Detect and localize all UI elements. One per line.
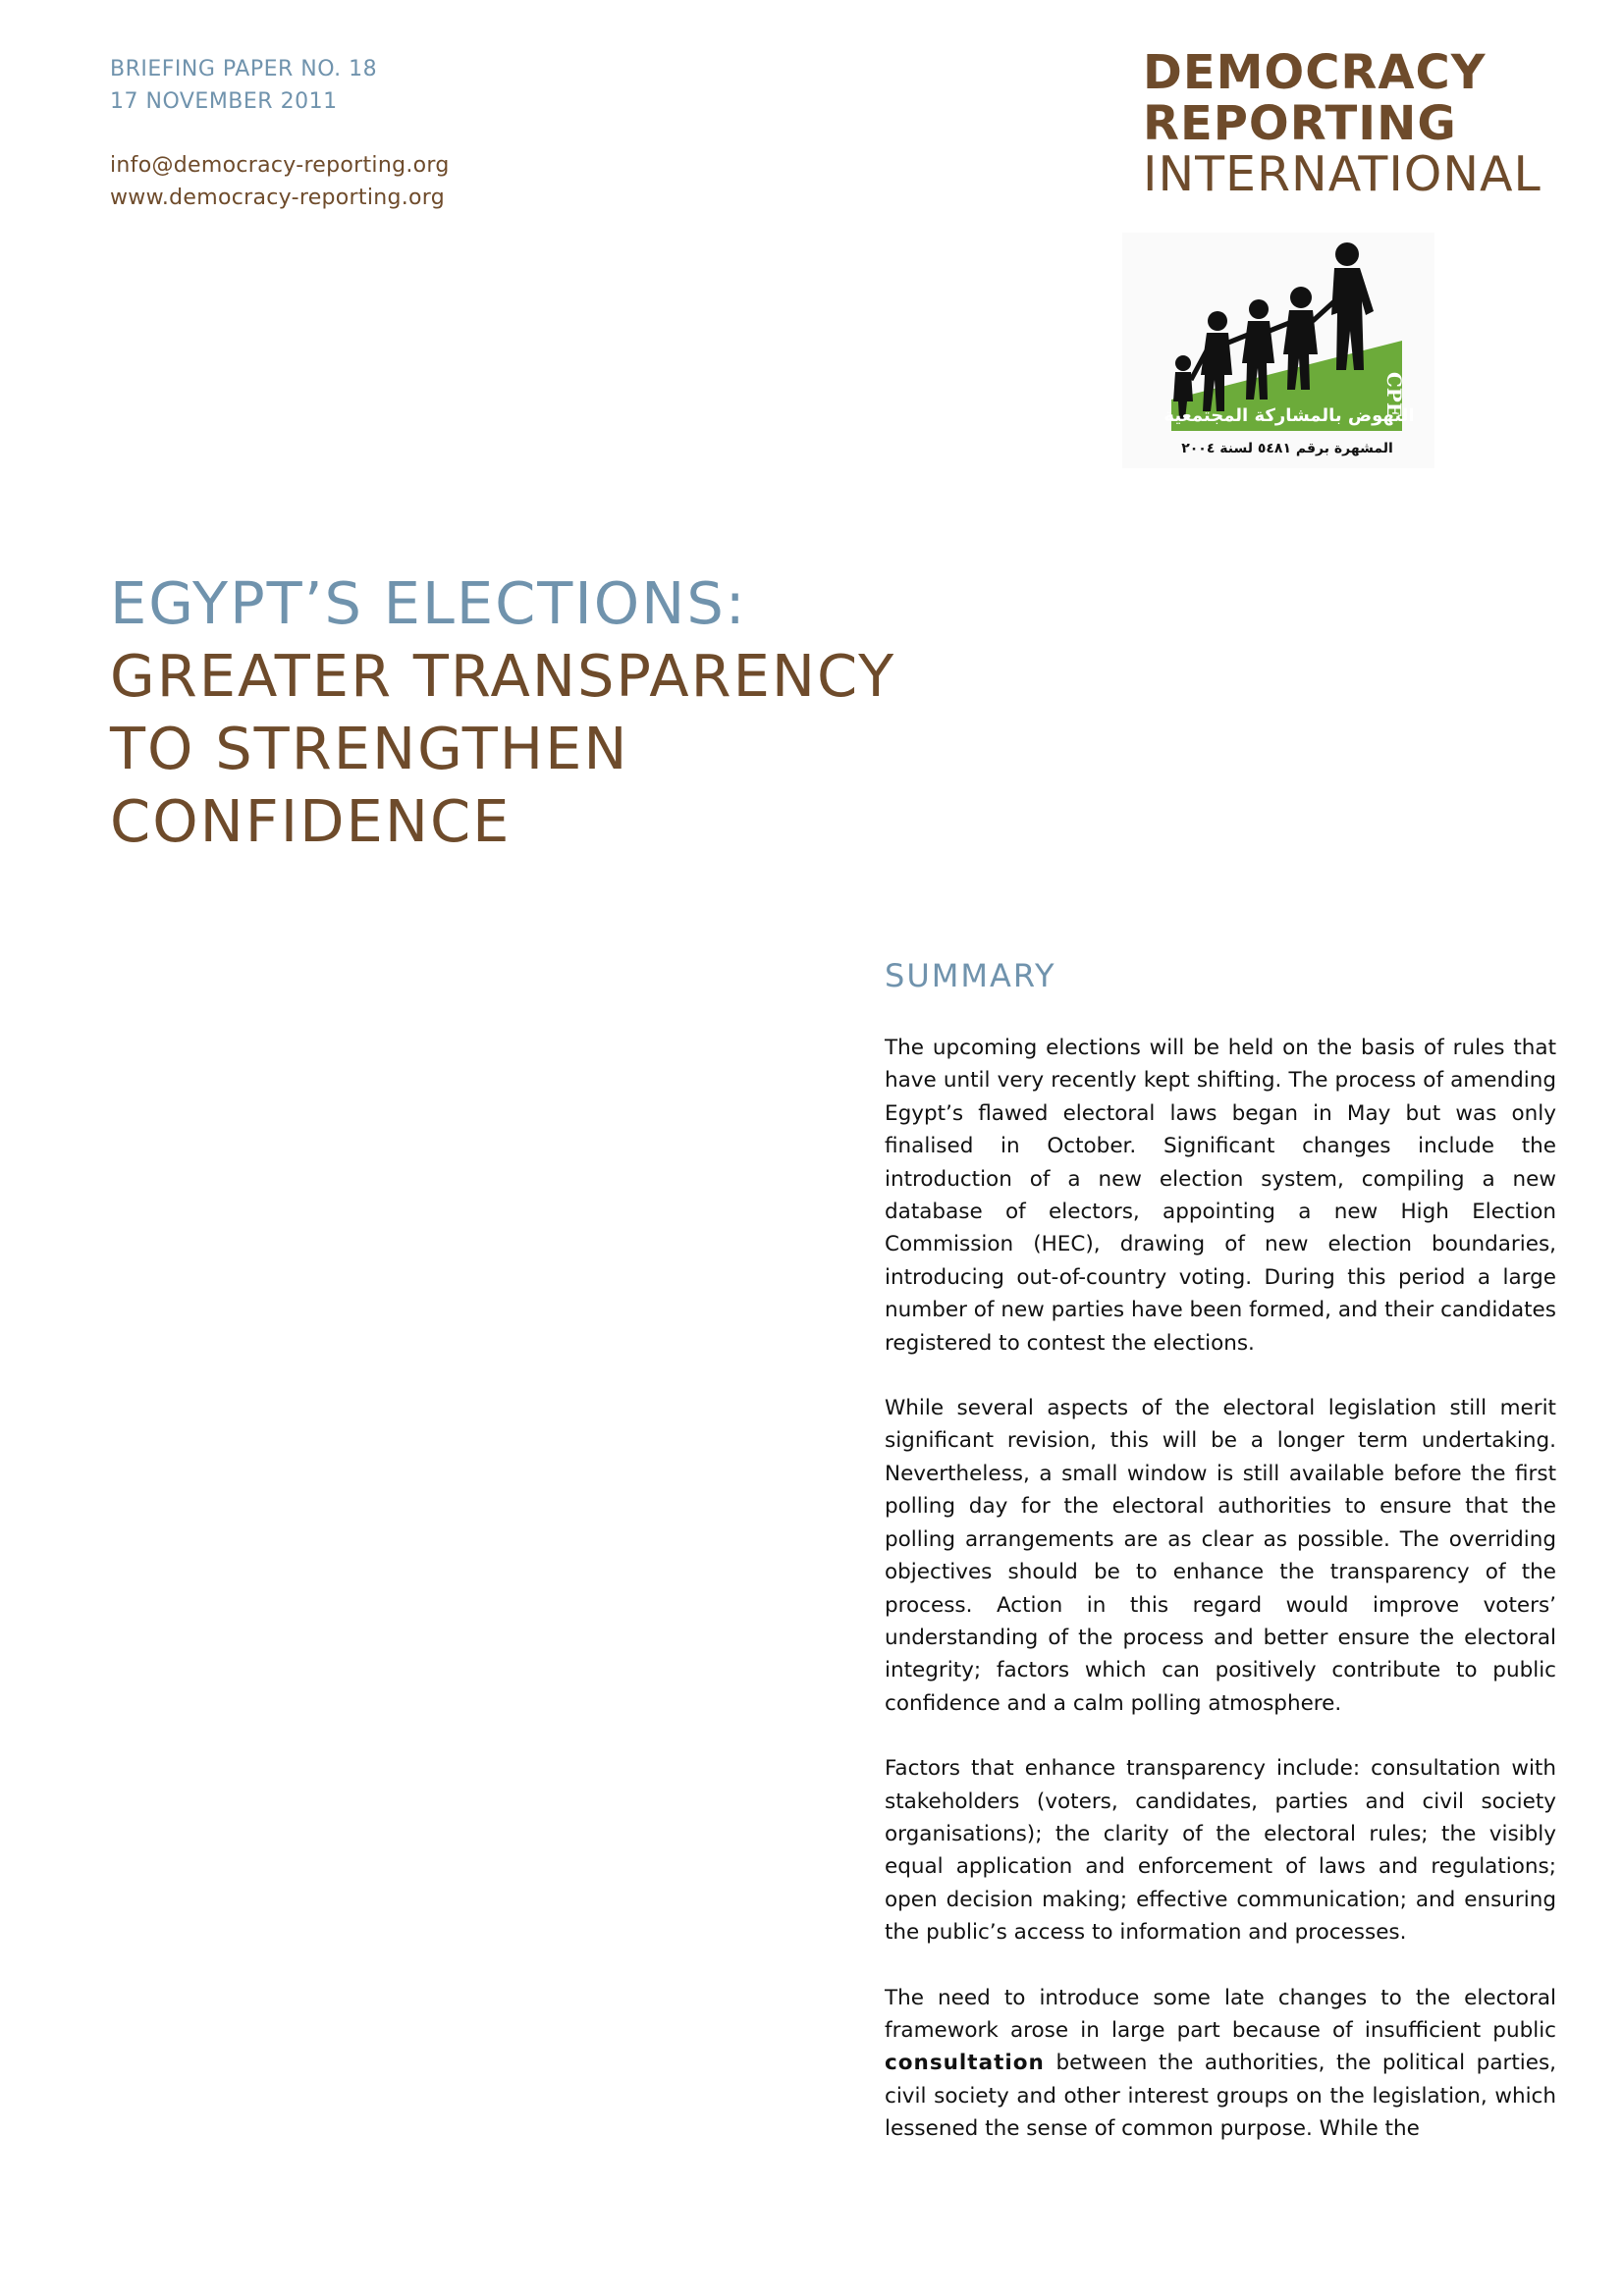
header-meta <box>110 53 450 214</box>
partner-registration: المشهرة برقم ٥٤٨١ لسنة ٢٠٠٤ <box>1181 441 1393 456</box>
summary-paragraph-1: The upcoming elections will be held on the basis of rules that have until very recently kept shifting. The process of amending Egypt’s flawed electoral laws began in May but was only finalised in October. Significant changes include the introduction of a new election system, compiling a new database of electors, appointing a new High Election Commission (HEC), drawing of new election boundaries, introducing out-of-country voting. During this period a large number of new parties have been formed, and their candidates registered to contest the elections. <box>885 1036 1556 1356</box>
cpe-partner-logo <box>1122 233 1434 468</box>
paragraph-4-end: between the authorities, the political parties, civil society and other interest groups on the legislation, which lessened the sense of common purpose. While the <box>885 2051 1556 2142</box>
title-line-3: TO STRENGTHEN <box>110 715 629 782</box>
logo-line-3: INTERNATIONAL <box>1143 146 1542 202</box>
logo-line-1: DEMOCRACY <box>1143 45 1487 100</box>
partner-arabic-name: النهوض بالمشاركة المجتمعية <box>1163 405 1415 426</box>
dri-logo <box>1143 47 1542 200</box>
summary-paragraph-3: Factors that enhance transparency include: consultation with stakeholders (voters, candidates, parties and civil society organisations); the clarity of the electoral rules; the visibly equal application and enforcement of laws and regulations; open decision making; effective communication; and ensuring the public’s access to information and processes. <box>885 1756 1556 1946</box>
summary-body <box>885 1032 1556 2178</box>
partner-initials: CPE <box>1382 371 1406 418</box>
website-address: www.democracy-reporting.org <box>110 186 446 210</box>
summary-paragraph-4 <box>885 1982 1556 2146</box>
logo-line-2: REPORTING <box>1143 96 1457 151</box>
cpe-logo-graphic <box>1122 233 1434 468</box>
email-address: info@democracy-reporting.org <box>110 153 450 178</box>
title-line-1: EGYPT’S ELECTIONS: <box>110 569 747 637</box>
publication-date: 17 NOVEMBER 2011 <box>110 89 338 114</box>
page-title <box>110 567 895 858</box>
paper-number: BRIEFING PAPER NO. 18 <box>110 57 378 81</box>
paragraph-4-emphasis: consultation <box>885 2051 1045 2076</box>
summary-paragraph-2: While several aspects of the electoral legislation still merit significant revision, this will be a longer term undertaking. Nevertheless, a small window is still available before the first polling day for the electoral authorities to ensure that the polling arrangements are as clear as possible. The overriding objectives should be to enhance the transparency of the process. Action in this regard would improve voters’ understanding of the process and better ensure the electoral integrity; factors which can positively contribute to public confidence and a calm polling atmosphere. <box>885 1396 1556 1716</box>
title-line-4: CONFIDENCE <box>110 787 512 855</box>
title-line-2: GREATER TRANSPARENCY <box>110 642 896 710</box>
summary-heading: SUMMARY <box>885 957 1056 994</box>
paragraph-4-start: The need to introduce some late changes to the electoral framework arose in large part because of insufficient public <box>885 1985 1556 2043</box>
